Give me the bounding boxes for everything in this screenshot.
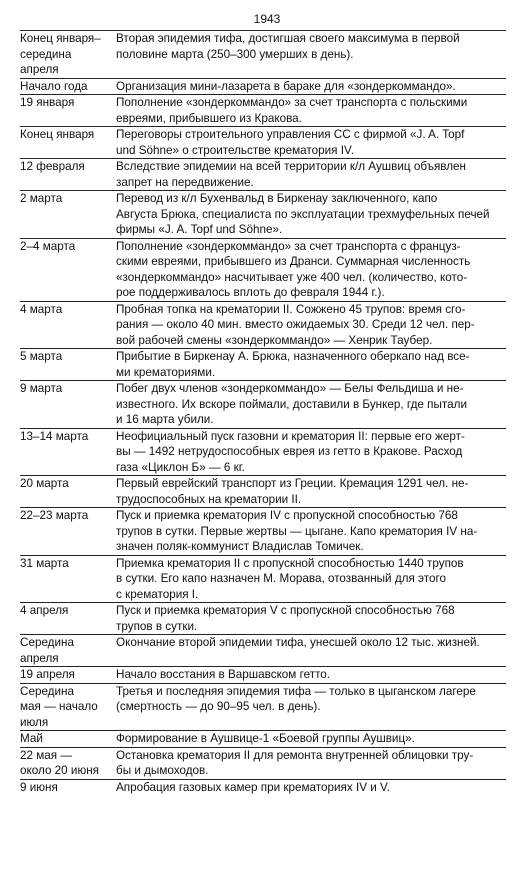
entry-event-line: «зондеркоммандо» насчитывает уже 400 чел. (количество, кото-	[116, 270, 468, 284]
entry-date-line: мая — начало	[20, 700, 98, 713]
entry-event-line: Прибытие в Биркенау А. Брюка, назначенного оберкапо над все-	[116, 350, 470, 363]
entry-date-line: июля	[20, 715, 49, 729]
entry-event	[116, 635, 506, 667]
entry-date-line: 9 марта	[20, 382, 63, 395]
entry-date	[20, 476, 116, 508]
entry-event-line: Апробация газовых камер при крематориях IV и V.	[116, 780, 391, 794]
entry-date	[20, 747, 116, 779]
entry-date-line: 13–14 марта	[20, 429, 89, 443]
entry-event-line: Окончание второй эпидемии тифа, унесшей около 12 тыс. жизней.	[116, 636, 480, 649]
entry-event	[116, 191, 506, 239]
entry-event	[116, 95, 506, 127]
chronology-row	[20, 127, 506, 159]
entry-date-line: 20 марта	[20, 477, 69, 490]
chronology-row	[20, 667, 506, 684]
entry-event-line: Пуск и приемка крематория IV с пропускной способностью 768	[116, 509, 458, 522]
entry-event-line: газа «Циклон Б» — 6 кг.	[116, 460, 245, 474]
entry-date-line: Конец января	[20, 128, 95, 141]
entry-event	[116, 603, 506, 635]
entry-date	[20, 349, 116, 381]
entry-event	[116, 349, 506, 381]
entry-event-line: евреями, прибывшего из Кракова.	[116, 111, 302, 125]
entry-date-line: 5 марта	[20, 350, 63, 363]
entry-date	[20, 428, 116, 476]
chronology-row	[20, 31, 506, 79]
entry-event-line: Вторая эпидемия тифа, достигшая своего максимума в первой	[116, 32, 460, 45]
chronology-row	[20, 603, 506, 635]
entry-date-line: Май	[20, 732, 43, 745]
entry-date-line: 19 апреля	[20, 668, 75, 681]
entry-date-line: апреля	[20, 651, 59, 665]
entry-event	[116, 31, 506, 79]
entry-event-line: трупов в сутки.	[116, 619, 198, 633]
entry-event	[116, 428, 506, 476]
chronology-row	[20, 747, 506, 779]
entry-event-line: вы — 1492 нетрудоспособных еврея из гетто в Кракове. Расход	[116, 445, 463, 458]
entry-event	[116, 779, 506, 795]
entry-date	[20, 731, 116, 748]
entry-event-line: Первый еврейский транспорт из Греции. Кремация 1291 чел. не-	[116, 477, 469, 490]
entry-date-line: 9 июня	[20, 780, 58, 794]
chronology-row	[20, 301, 506, 349]
entry-date	[20, 683, 116, 731]
chronology-row	[20, 349, 506, 381]
entry-date-line: 22–23 марта	[20, 509, 89, 522]
entry-date-line: 22 мая —	[20, 748, 73, 762]
chronology-row	[20, 635, 506, 667]
chronology-row	[20, 238, 506, 301]
entry-date	[20, 78, 116, 95]
entry-event	[116, 731, 506, 748]
entry-event-line: трупов в сутки. Первые жертвы — цыгане. Капо крематория IV на-	[116, 524, 478, 538]
year-heading: 1943	[253, 12, 281, 26]
entry-event-line: трудоспособных на крематории II.	[116, 492, 302, 506]
entry-event	[116, 667, 506, 684]
chronology-row	[20, 191, 506, 239]
entry-event-line: Остановка крематория II для ремонта внутренней облицовки тру-	[116, 748, 474, 762]
entry-event	[116, 238, 506, 301]
entry-event	[116, 508, 506, 556]
entry-date	[20, 191, 116, 239]
entry-event-line: Перевод из к/л Бухенвальд в Биркенау заключенного, капо	[116, 192, 438, 205]
entry-date-line: около 20 июня	[20, 764, 100, 777]
chronology-table	[20, 30, 506, 795]
entry-date-line: 12 февраля	[20, 160, 85, 173]
entry-event-line: бы и дымоходов.	[116, 764, 209, 777]
entry-event-line: ми крематориями.	[116, 365, 216, 379]
entry-date	[20, 381, 116, 429]
chronology-row	[20, 555, 506, 603]
chronology-row	[20, 508, 506, 556]
entry-date	[20, 779, 116, 795]
entry-event-line: значен поляк-коммунист Владислав Томичек.	[116, 540, 364, 553]
chronology-row	[20, 159, 506, 191]
chronology-row	[20, 428, 506, 476]
chronology-row	[20, 779, 506, 795]
entry-event	[116, 381, 506, 429]
entry-date-line: середина	[20, 47, 72, 61]
entry-event	[116, 683, 506, 731]
entry-event-line: Вследствие эпидемии на всей территории к/л Аушвиц объявлен	[116, 160, 467, 173]
entry-date	[20, 301, 116, 349]
entry-event-line: фирмы «J. A. Topf und Söhne».	[116, 223, 283, 236]
entry-date-line: 4 марта	[20, 302, 63, 316]
entry-event-line: Пополнение «зондеркоммандо» за счет транспорта с польскими	[116, 96, 468, 109]
entry-event	[116, 127, 506, 159]
entry-event-line: (смертность — до 90–95 чел. в день).	[116, 700, 321, 713]
chronology-row	[20, 683, 506, 731]
entry-date-line: 2 марта	[20, 192, 63, 205]
entry-date	[20, 159, 116, 191]
entry-event-line: Организация мини-лазарета в бараке для «зондеркоммандо».	[116, 79, 456, 93]
entry-date	[20, 31, 116, 79]
entry-event	[116, 476, 506, 508]
entry-event	[116, 747, 506, 779]
entry-event	[116, 78, 506, 95]
entry-event-line: половине марта (250–300 умерших в день).	[116, 47, 354, 61]
entry-date-line: 19 января	[20, 96, 75, 109]
entry-event	[116, 301, 506, 349]
entry-date	[20, 603, 116, 635]
chronology-row	[20, 78, 506, 95]
entry-event-line: рания — около 40 мин. вместо ожидаемых 30. Среди 12 чел. пер-	[116, 318, 475, 331]
entry-date	[20, 95, 116, 127]
entry-date	[20, 667, 116, 684]
entry-date-line: апреля	[20, 63, 59, 76]
entry-event-line: Переговоры строительного управления СС с фирмой «J. A. Topf	[116, 128, 465, 141]
entry-event-line: Августа Брюка, специалиста по эксплуатации трехмуфельных печей	[116, 207, 490, 221]
entry-date	[20, 508, 116, 556]
entry-event	[116, 159, 506, 191]
entry-date-line: Середина	[20, 684, 74, 698]
entry-date-line: Начало года	[20, 79, 88, 93]
entry-event-line: Пополнение «зондеркоммандо» за счет транспорта с француз-	[116, 239, 461, 253]
entry-event-line: скими евреями, прибывшего из Дранси. Суммарная численность	[116, 255, 471, 268]
chronology-row	[20, 476, 506, 508]
entry-event-line: с крематория I.	[116, 587, 199, 601]
chronology-row	[20, 381, 506, 429]
entry-event-line: рое поддерживалось вплоть до февраля 1944 г.).	[116, 286, 385, 299]
entry-event-line: Побег двух членов «зондеркоммандо» — Белы Фельдиша и не-	[116, 382, 464, 395]
entry-event-line: Пробная топка на крематории II. Сожжено 45 трупов: время сго-	[116, 302, 466, 316]
entry-date-line: Середина	[20, 636, 74, 649]
entry-date	[20, 555, 116, 603]
entry-event-line: вой рабочей смены «зондеркоммандо» — Хенрик Таубер.	[116, 333, 433, 347]
entry-event-line: Неофициальный пуск газовни и крематория II: первые его жерт-	[116, 429, 465, 443]
entry-event-line: Приемка крематория II с пропускной способностью 1440 трупов	[116, 556, 464, 570]
entry-event-line: и 16 марта убили.	[116, 413, 214, 426]
chronology-row	[20, 95, 506, 127]
entry-event-line: Третья и последняя эпидемия тифа — только в цыганском лагере	[116, 684, 476, 698]
entry-event-line: запрет на передвижение.	[116, 175, 254, 189]
entry-event-line: Пуск и приемка крематория V с пропускной способностью 768	[116, 604, 455, 617]
entry-date	[20, 238, 116, 301]
entry-date	[20, 127, 116, 159]
entry-event-line: und Söhne» о строительстве крематория IV.	[116, 143, 354, 157]
entry-date-line: 4 апреля	[20, 604, 69, 617]
entry-event-line: известного. Их вскоре поймали, доставили в Бункер, где пытали	[116, 397, 467, 411]
entry-event-line: Начало восстания в Варшавском гетто.	[116, 668, 331, 681]
entry-date-line: 31 марта	[20, 556, 69, 570]
entry-event-line: в сутки. Его капо назначен М. Морава, отозванный для этого	[116, 572, 446, 585]
entry-date	[20, 635, 116, 667]
entry-date-line: 2–4 марта	[20, 239, 76, 253]
entry-date-line: Конец января–	[20, 32, 101, 45]
entry-event	[116, 555, 506, 603]
chronology-rows	[20, 31, 506, 796]
entry-event-line: Формирование в Аушвице-1 «Боевой группы Аушвиц».	[116, 732, 415, 745]
chronology-row	[20, 731, 506, 748]
